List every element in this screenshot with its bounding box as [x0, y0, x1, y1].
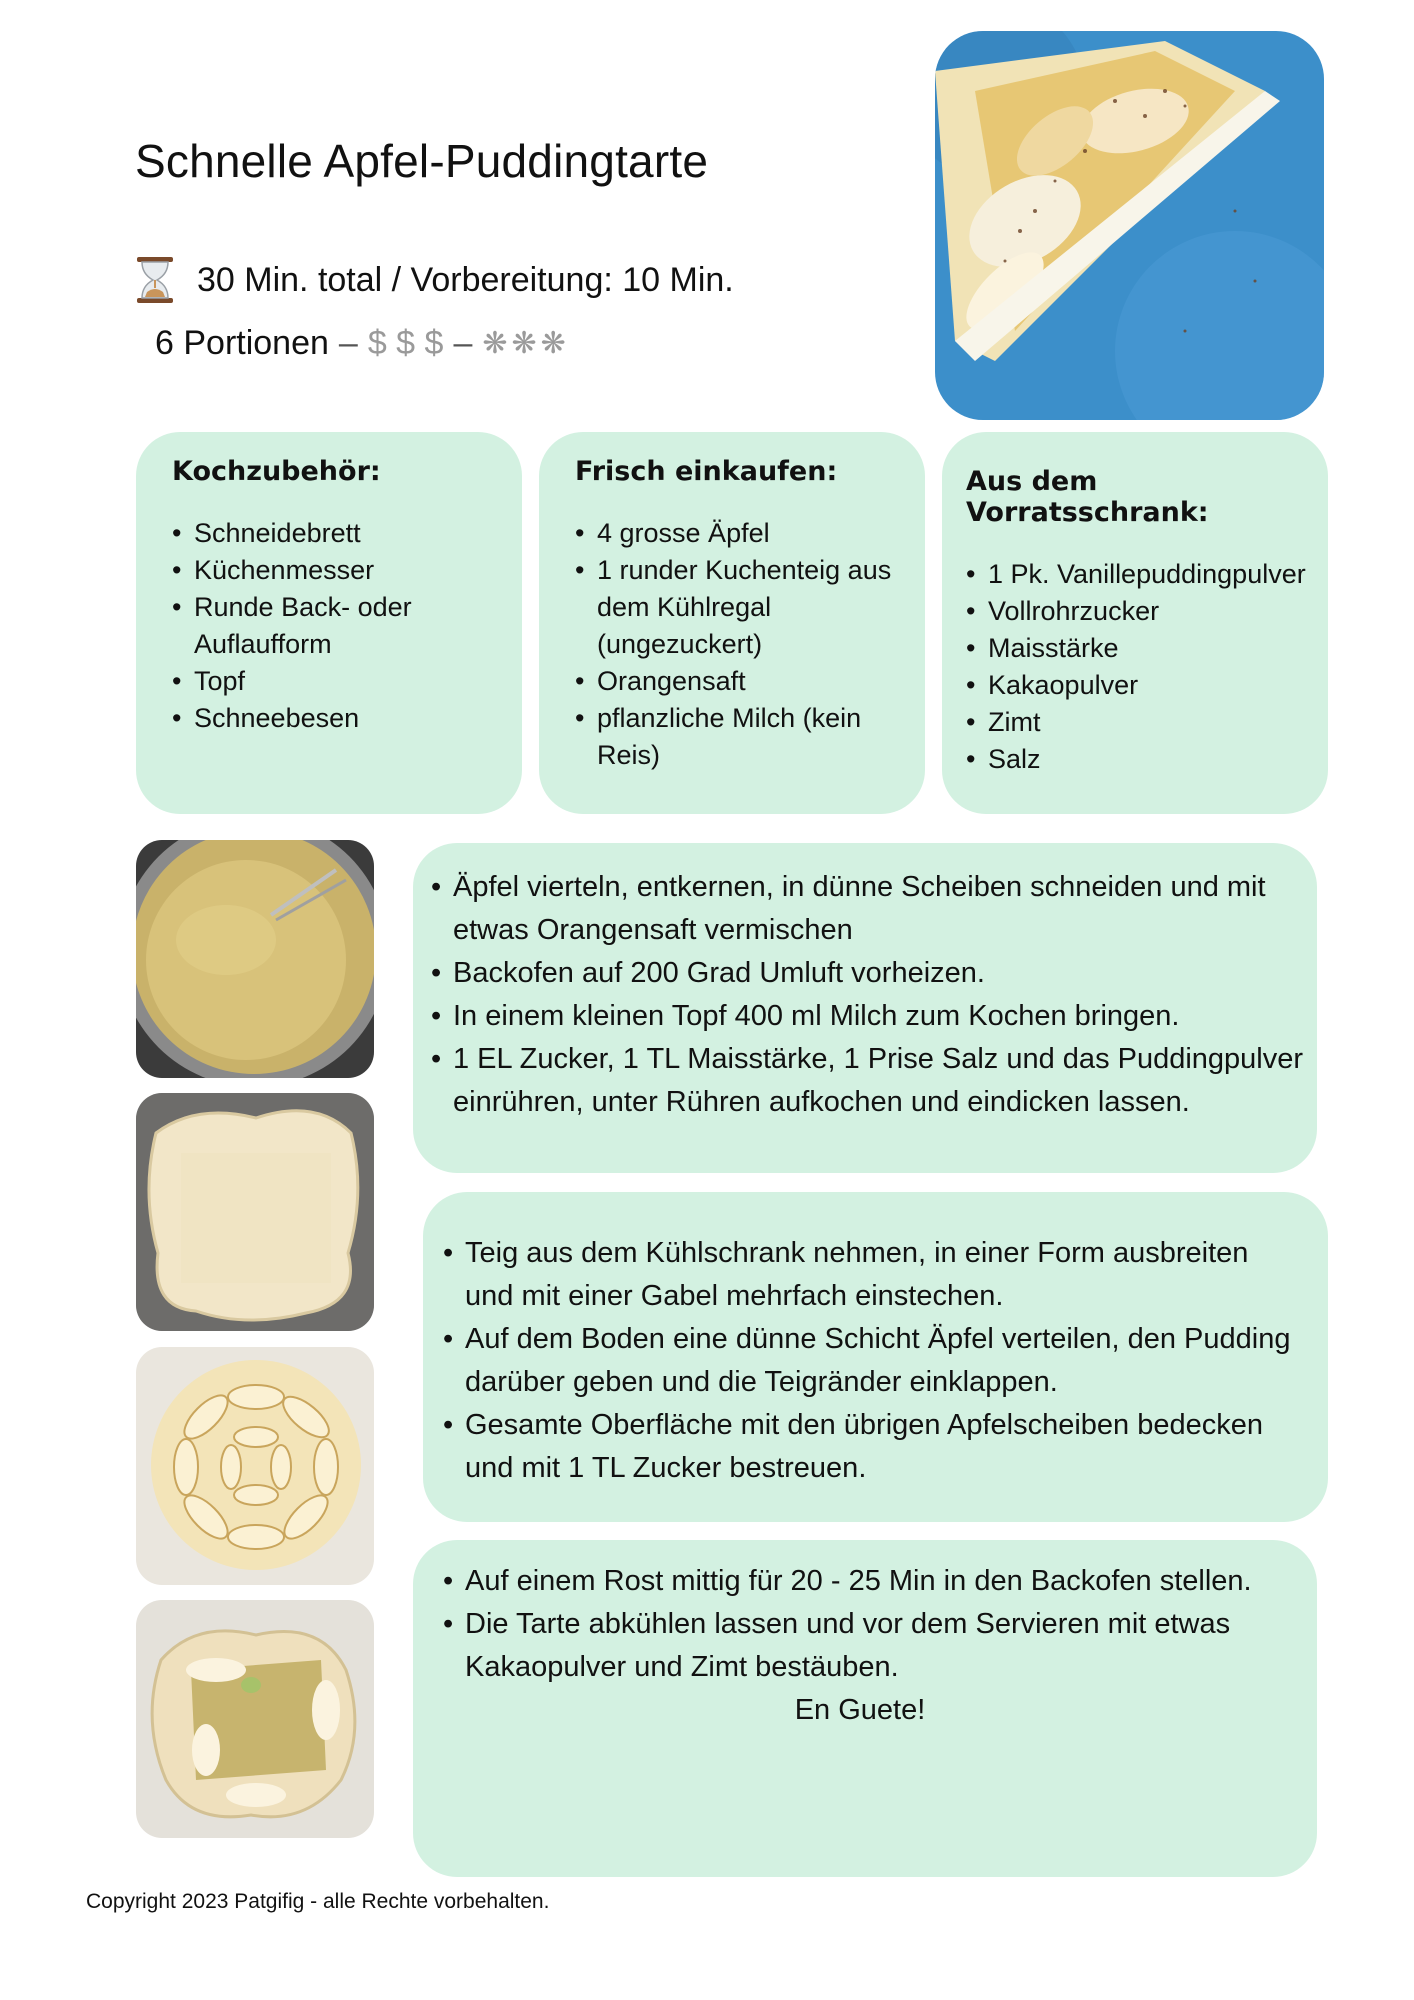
list-item: • Runde Back- oder: [172, 589, 522, 626]
list-item: • 1 runder Kuchenteig aus: [575, 552, 925, 589]
list-item: • Schneebesen: [172, 700, 522, 737]
list-item: • 1 Pk. Vanillepuddingpulver: [966, 556, 1328, 593]
step-item: • Auf einem Rost mittig für 20 - 25 Min in den Backofen stellen.: [443, 1560, 1317, 1603]
list-item: • 4 grosse Äpfel: [575, 515, 925, 552]
step-photo-pudding-pot: [136, 840, 374, 1078]
list-item-continuation: (ungezuckert): [597, 629, 763, 659]
step-photo-folded-tarte: [136, 1600, 374, 1838]
recipe-title: Schnelle Apfel-Puddingtarte: [135, 135, 709, 187]
pantry-card: [942, 432, 1328, 814]
list-item: • Vollrohrzucker: [966, 593, 1328, 630]
step-item: • Gesamte Oberfläche mit den übrigen Apfelscheiben bedecken und mit 1 TL Zucker bestreuen.: [443, 1404, 1328, 1490]
shopping-title: Frisch einkaufen:: [575, 456, 838, 487]
list-item: • Kakaopulver: [966, 667, 1328, 704]
step-item: • 1 EL Zucker, 1 TL Maisstärke, 1 Prise Salz und das Puddingpulver einrühren, unter Rühren aufkochen und eindicken lassen.: [431, 1038, 1317, 1124]
step-photo-dough-form: [136, 1093, 374, 1331]
step-card-3: [413, 1540, 1317, 1877]
step-item: • Äpfel vierteln, entkernen, in dünne Scheiben schneiden und mit etwas Orangensaft vermischen: [431, 866, 1317, 952]
separator: –: [338, 324, 358, 362]
list-item: • Topf: [172, 663, 522, 700]
step-card-1: [413, 843, 1317, 1173]
list-item: • Schneidebrett: [172, 515, 522, 552]
closing-text: En Guete!: [794, 1694, 926, 1726]
separator: –: [453, 324, 473, 362]
list-item: • pflanzliche Milch (kein Reis): [575, 700, 925, 774]
time-info: [135, 256, 734, 304]
step-card-2: [423, 1192, 1328, 1522]
list-item: • Salz: [966, 741, 1328, 778]
step-item: • In einem kleinen Topf 400 ml Milch zum Kochen bringen.: [431, 995, 1317, 1038]
shopping-card: [539, 432, 925, 814]
time-text: 30 Min. total / Vorbereitung: 10 Min.: [197, 260, 734, 299]
step-item: • Die Tarte abkühlen lassen und vor dem Servieren mit etwas Kakaopulver und Zimt bestäuben.: [443, 1603, 1317, 1689]
equipment-title: Kochzubehör:: [172, 456, 381, 487]
portions-text: 6 Portionen: [155, 324, 329, 362]
pantry-title: Aus dem Vorratsschrank:: [966, 466, 1209, 528]
step-item: • Backofen auf 200 Grad Umluft vorheizen.: [431, 952, 1317, 995]
list-item-continuation: Auflaufform: [194, 629, 332, 659]
list-item: • Maisstärke: [966, 630, 1328, 667]
cost-rating: $ $ $: [367, 324, 444, 362]
list-item: • Küchenmesser: [172, 552, 522, 589]
step-item: • Auf dem Boden eine dünne Schicht Äpfel verteilen, den Pudding darüber geben und die Teigränder einklappen.: [443, 1318, 1328, 1404]
equipment-card: [136, 432, 522, 814]
copyright-notice: Copyright 2023 Patgifig - alle Rechte vorbehalten.: [86, 1890, 550, 1913]
list-item: • Zimt: [966, 704, 1328, 741]
equipment-list: [172, 515, 522, 737]
portions-info: [155, 324, 570, 363]
hero-tarte-photo: [935, 31, 1324, 420]
list-item-continuation: dem Kühlregal: [597, 592, 772, 622]
pantry-list: [966, 556, 1328, 778]
step-photo-apple-layer: [136, 1347, 374, 1585]
list-item: • Orangensaft: [575, 663, 925, 700]
hourglass-icon: [135, 256, 175, 304]
difficulty-rating: ❋❋❋: [482, 327, 570, 360]
step-item: • Teig aus dem Kühlschrank nehmen, in einer Form ausbreiten und mit einer Gabel mehrfach einstechen.: [443, 1232, 1328, 1318]
shopping-list: [575, 515, 925, 774]
